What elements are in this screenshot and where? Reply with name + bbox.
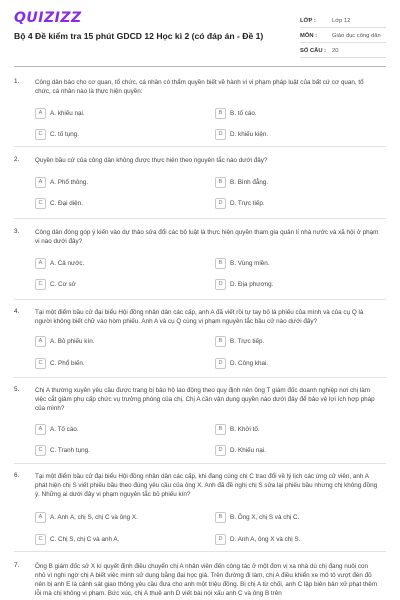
option-a[interactable] — [35, 258, 183, 269]
option-letter: D — [215, 279, 226, 290]
option-c[interactable] — [35, 445, 183, 456]
option-text: D. khiếu kiện. — [230, 131, 269, 138]
option-text: B. Ông X, chị S và chị C. — [230, 514, 300, 521]
option-text: D. Công khai. — [230, 360, 269, 367]
option-letter: C — [35, 358, 46, 369]
option-a[interactable] — [35, 512, 183, 523]
option-text: C. Cơ sở — [50, 281, 76, 288]
question-text: Tại một điểm bầu cử đại biểu Hội đồng nhân dân các cấp, khi đang cùng chị C trao đổi về lý lịch các ứng cử viên, anh A phát hiện chị S viết phiếu bầu theo đúng yêu cầu của ông X. Anh đã đề nghị chị S sửa lại phiếu bầu nhưng chị không đồng ý. Những ai dưới đây vi phạm nguyên tắc bỏ phiếu kín? — [35, 473, 378, 498]
option-text: C. Đại diện. — [50, 200, 83, 207]
option-letter: B — [215, 336, 226, 347]
option-letter: A — [35, 512, 46, 523]
info-label: MÔN : — [300, 32, 318, 39]
option-letter: A — [35, 258, 46, 269]
option-letter: A — [35, 108, 46, 119]
option-letter: A — [35, 336, 46, 347]
question-number: 4. — [14, 308, 20, 315]
question-text: Quyền bầu cử của công dân không được thực hiện theo nguyên tắc nào dưới đây? — [35, 157, 268, 164]
quizizz-logo: QUIZIZZ — [14, 10, 82, 26]
option-b[interactable] — [215, 258, 363, 269]
question-number: 3. — [14, 228, 20, 235]
question-text: Ông B giám đốc sở X kí quyết định điều chuyển chị A nhân viên đến công tác ở một đơn vị xa nhà dù chị đang nuôi con nhỏ vì nghi ngờ chị A biết việc mình sử dụng bằng đại học giả. Trên đường đi làm, chị A điều khiển xe mô tô vượt đèn đỏ nên bị anh E là cảnh sát giao thông yêu cầu đưa cho anh một triệu đồng. Bị chị A từ chối, anh C lập biên bản xử phạt thêm lỗi mà chị không vi phạm. Bức xúc, chị A thuê anh D viết bài nói xấu anh C và ông B trên — [35, 563, 378, 597]
option-letter: B — [215, 512, 226, 523]
question-text: Công dân báo cho cơ quan, tổ chức, cá nhân có thẩm quyền biết về hành vi vi phạm pháp luật của bất cứ cơ quan, tổ chức, cá nhân nào là thực hiện quyền: — [35, 79, 364, 95]
option-a[interactable] — [35, 336, 183, 347]
option-letter: B — [215, 108, 226, 119]
question-number: 5. — [14, 386, 20, 393]
question-number: 7. — [14, 562, 20, 569]
option-text: A. Bỏ phiếu kín. — [50, 338, 95, 345]
option-text: B. Trực tiếp. — [230, 338, 265, 345]
option-text: B. Khởi tố. — [230, 426, 260, 433]
option-b[interactable] — [215, 512, 363, 523]
question-text: Tại một điểm bầu cử đại biểu Hội đồng nhân dân các cấp, anh A đã viết rồi tự tay bỏ lá phiếu của mình và của cụ Q là người không biết chữ vào hòm phiếu. Anh A và cụ Q cùng vi phạm nguyên tắc bầu cử nào dưới đây? — [35, 309, 364, 325]
option-text: A. Anh A, chị S, chị C và ông X. — [50, 514, 138, 521]
option-text: C. Chị S, chị C và anh A. — [50, 536, 120, 543]
option-d[interactable] — [215, 198, 363, 209]
question-7 — [14, 562, 386, 600]
option-letter: B — [215, 258, 226, 269]
question-number: 6. — [14, 472, 20, 479]
option-b[interactable] — [215, 177, 363, 188]
option-text: D. Anh A, ông X và chị S. — [230, 536, 301, 543]
info-label: SỐ CÂU : — [300, 47, 327, 54]
option-b[interactable] — [215, 108, 363, 119]
option-a[interactable] — [35, 424, 183, 435]
option-letter: C — [35, 445, 46, 456]
option-c[interactable] — [35, 129, 183, 140]
header-divider — [14, 66, 386, 67]
option-letter: B — [215, 177, 226, 188]
option-c[interactable] — [35, 279, 183, 290]
option-letter: D — [215, 358, 226, 369]
option-text: D. Khiếu nại. — [230, 447, 267, 454]
document-title: Bộ 4 Đề kiểm tra 15 phút GDCD 12 Học kì 2 (có đáp án - Đề 1) — [14, 31, 264, 41]
question-number: 2. — [14, 156, 20, 163]
info-panel — [300, 14, 386, 59]
option-letter: C — [35, 129, 46, 140]
question-separator — [14, 146, 386, 147]
question-separator — [14, 377, 386, 378]
option-text: B. Bình đẳng. — [230, 179, 269, 186]
option-a[interactable] — [35, 177, 183, 188]
option-text: C. Phổ biến. — [50, 360, 85, 367]
info-row-count — [300, 44, 386, 58]
option-text: A. Tố cáo. — [50, 426, 79, 433]
option-text: C. Tranh tụng. — [50, 447, 90, 454]
option-text: A. Cả nước. — [50, 260, 85, 267]
page-header — [0, 0, 400, 70]
option-letter: C — [35, 198, 46, 209]
option-a[interactable] — [35, 108, 183, 119]
option-d[interactable] — [215, 358, 363, 369]
option-d[interactable] — [215, 534, 363, 545]
info-value: 20 — [332, 47, 339, 54]
option-c[interactable] — [35, 534, 183, 545]
option-letter: B — [215, 424, 226, 435]
option-letter: D — [215, 445, 226, 456]
option-text: C. tố tụng. — [50, 131, 80, 138]
info-row-subject — [300, 29, 386, 43]
option-d[interactable] — [215, 129, 363, 140]
option-text: A. khiếu nại. — [50, 110, 85, 117]
option-c[interactable] — [35, 358, 183, 369]
option-b[interactable] — [215, 424, 363, 435]
question-separator — [14, 551, 386, 552]
question-number: 1. — [14, 78, 20, 85]
question-text: Chị A thường xuyên yêu cầu được trang bị bảo hộ lao động theo quy định nên ông T giám đốc doanh nghiệp nơi chị làm việc cắt giảm phụ cấp chức vụ trưởng phòng của chị. Chị A cần vận dụng quyền nào dưới đây để bảo vệ lợi ích hợp pháp của mình? — [35, 387, 375, 412]
option-text: B. Vùng miền. — [230, 260, 270, 267]
option-c[interactable] — [35, 198, 183, 209]
option-letter: C — [35, 279, 46, 290]
option-letter: D — [215, 129, 226, 140]
option-letter: A — [35, 177, 46, 188]
option-d[interactable] — [215, 445, 363, 456]
question-separator — [14, 299, 386, 300]
question-text: Công dân đóng góp ý kiến vào dự thảo sửa đổi các bộ luật là thực hiện quyền tham gia quản lí nhà nước và xã hội ở phạm vi nào dưới đây? — [35, 229, 379, 245]
option-letter: D — [215, 534, 226, 545]
info-label: LỚP : — [300, 17, 316, 24]
option-text: D. Địa phương. — [230, 281, 274, 288]
option-d[interactable] — [215, 279, 363, 290]
info-value: Lớp 12 — [332, 17, 351, 24]
question-separator — [14, 218, 386, 219]
option-letter: C — [35, 534, 46, 545]
info-value: Giáo dục công dân — [332, 32, 381, 39]
question-separator — [14, 463, 386, 464]
option-letter: D — [215, 198, 226, 209]
option-text: A. Phổ thông. — [50, 179, 89, 186]
option-letter: A — [35, 424, 46, 435]
option-text: D. Trực tiếp. — [230, 200, 265, 207]
info-row-class — [300, 14, 386, 28]
option-b[interactable] — [215, 336, 363, 347]
option-text: B. tố cáo. — [230, 110, 257, 117]
